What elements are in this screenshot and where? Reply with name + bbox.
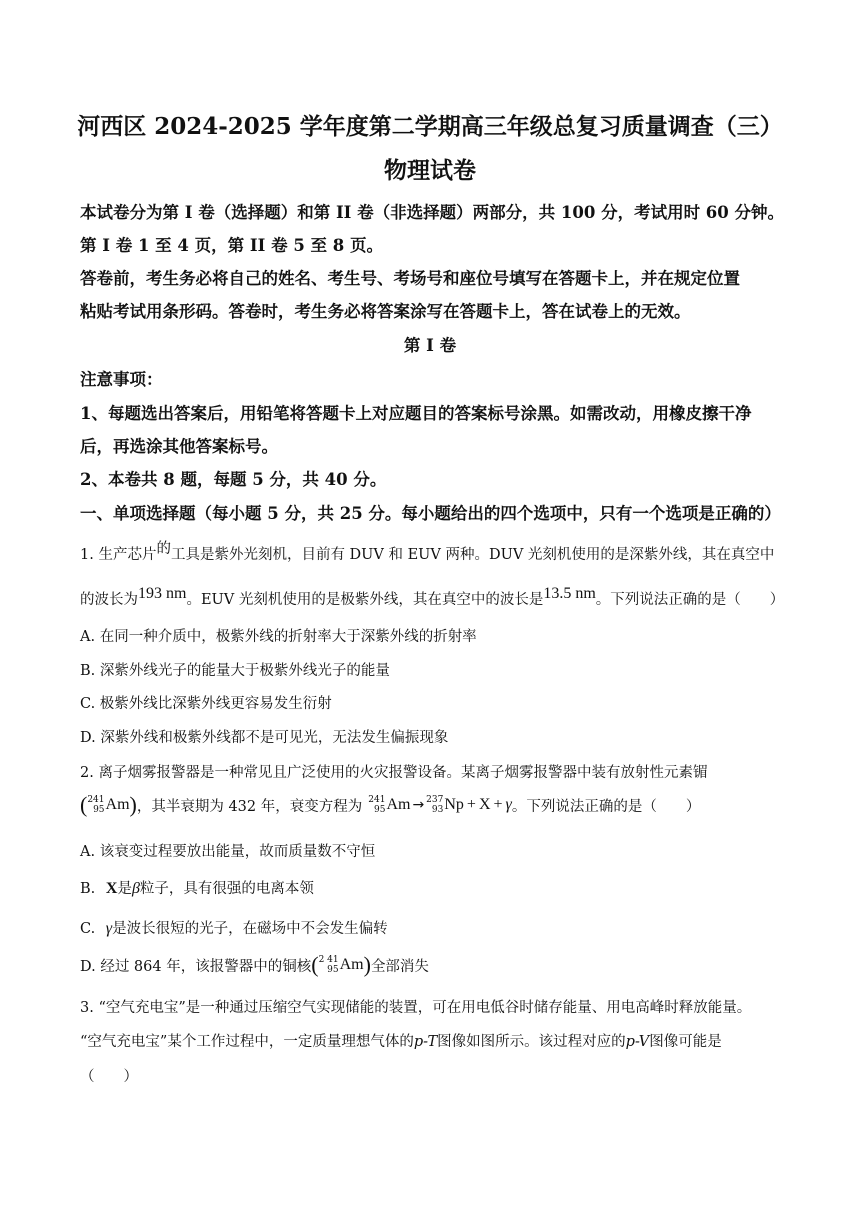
- q3-stem-b: 图像如图所示。该过程对应的: [437, 1034, 626, 1050]
- q2-option-b-text1: 是: [117, 881, 132, 897]
- reaction-arrow-icon: →: [412, 797, 425, 813]
- americium-nuclide: [87, 795, 129, 815]
- eq-am-symbol: Am: [386, 796, 411, 813]
- exam-title: 河西区 2024-2025 学年度第二学期高三年级总复习质量调查（三）: [77, 113, 783, 140]
- q1-option-a: A. 在同一种介质中，极紫外线的折射率大于深紫外线的折射率: [80, 629, 477, 645]
- d-am-z: 95: [327, 965, 339, 975]
- instruction-line-2: 第 I 卷 1 至 4 页，第 II 卷 5 至 8 页。: [80, 236, 384, 255]
- eq-np-mass: 237: [426, 795, 444, 805]
- d-open-paren: (: [311, 952, 319, 977]
- q3-pv-label: p-V: [625, 1034, 650, 1050]
- q1-option-c: C. 极紫外线比深紫外线更容易发生衍射: [80, 696, 332, 712]
- instruction-line-4: 粘贴考试用条形码。答卷时，考生务必将答案涂写在答题卡上，答在试卷上的无效。: [80, 302, 691, 321]
- q1-stem-d: 。EUV 光刻机使用的是极紫外线，其在真空中的波长是: [186, 592, 544, 608]
- instruction-line-1: 本试卷分为第 I 卷（选择题）和第 II 卷（非选择题）两部分，共 100 分，考试用时 60 分钟。: [80, 203, 785, 222]
- q1-stem-line-1: [80, 543, 782, 564]
- q1-stem-b: 工具是紫外光刻机，目前有 DUV 和 EUV 两种。DUV 光刻机使用的是深紫外线，其在真空中: [170, 547, 775, 563]
- note-2: 2、本卷共 8 题，每题 5 分，共 40 分。: [80, 470, 387, 489]
- close-paren: ): [129, 792, 137, 817]
- q2-stem-b: 。下列说法正确的是（ ）: [511, 798, 701, 815]
- eq-neptunium: [426, 795, 464, 815]
- plus-sign-2: +: [493, 796, 503, 813]
- note-1a: 1、每题选出答案后，用铅笔将答题卡上对应题目的答案标号涂黑。如需改动，用橡皮擦干净: [80, 404, 752, 423]
- q3-stem-line-2: [80, 1030, 782, 1051]
- part-title: 一、单项选择题（每小题 5 分，共 25 分。每小题给出的四个选项中，只有一个选项是正确的）: [80, 504, 781, 523]
- eq-x-symbol: X: [478, 796, 491, 813]
- am-atomic-number: 95: [93, 805, 105, 815]
- eq-np-z: 93: [431, 805, 444, 815]
- q1-stem-de: 的: [156, 541, 171, 557]
- q2-option-c: [80, 917, 782, 938]
- q2-stem-a: ，其半衰期为 432 年，衰变方程为: [136, 798, 363, 815]
- decay-equation: [368, 795, 512, 815]
- plus-sign: +: [466, 796, 476, 813]
- section-heading: 第 I 卷: [403, 336, 457, 355]
- q2-option-c-gamma: γ: [105, 920, 113, 937]
- q2-option-b-x: X: [105, 880, 118, 897]
- eq-am-z: 95: [373, 805, 386, 815]
- note-1b: 后，再选涂其他答案标号。: [80, 437, 278, 456]
- q1-option-d: D. 深紫外线和极紫外线都不是可见光，无法发生偏振现象: [80, 730, 449, 746]
- q2-option-b-beta: β: [131, 880, 140, 897]
- q3-pt-label: p-T: [413, 1034, 438, 1050]
- q2-option-c-label: C.: [80, 921, 96, 937]
- d-americium-nuclide: [319, 955, 364, 975]
- instruction-line-3: 答卷前，考生务必将自己的姓名、考生号、考场号和座位号填写在答题卡上，并在规定位置: [80, 269, 740, 288]
- d-am-mass: 2 41: [318, 955, 339, 965]
- exam-subtitle: 物理试卷: [384, 157, 476, 184]
- eq-americium: [368, 795, 410, 815]
- q2-option-d-text2: 全部消失: [370, 958, 429, 975]
- d-am-symbol: Am: [339, 956, 364, 973]
- q3-answer-blank: （ ）: [80, 1069, 138, 1085]
- q2-stem-line-1: 2. 离子烟雾报警器是一种常见且广泛使用的火灾报警设备。某离子烟雾报警器中装有放射性元素镅: [80, 765, 708, 781]
- eq-gamma-symbol: γ: [505, 796, 512, 813]
- q1-stem-c: 的波长为: [80, 592, 138, 608]
- q3-stem-a: “空气充电宝”某个工作过程中，一定质量理想气体的: [80, 1034, 414, 1050]
- q3-stem-line-1: 3. “空气充电宝”是一种通过压缩空气实现储能的装置，可在用电低谷时储存能量、用电高峰时释放能量。: [80, 1000, 752, 1016]
- q1-option-b: B. 深紫外线光子的能量大于极紫外线光子的能量: [80, 663, 390, 679]
- am-symbol: Am: [105, 796, 130, 813]
- open-paren: (: [80, 792, 88, 817]
- q2-option-b: [80, 877, 782, 898]
- q1-stem-line-2: [80, 585, 785, 609]
- q2-option-a: A. 该衰变过程要放出能量，故而质量数不守恒: [80, 844, 376, 860]
- q1-stem-e: 。下列说法正确的是（ ）: [595, 592, 785, 608]
- notes-title: 注意事项：: [80, 370, 163, 389]
- q2-option-b-text2: 粒子，具有很强的电离本领: [139, 881, 314, 897]
- eq-np-symbol: Np: [444, 796, 464, 813]
- q1-wavelength-euv: 13.5 nm: [543, 585, 596, 602]
- q2-option-d: [80, 952, 782, 978]
- q2-option-d-text1: D. 经过 864 年，该报警器中的铜核: [80, 958, 312, 975]
- d-close-paren: ): [363, 952, 371, 977]
- q2-stem-line-2: [80, 792, 782, 818]
- q2-option-b-label: B.: [80, 881, 96, 897]
- q3-stem-c: 图像可能是: [649, 1034, 722, 1050]
- q1-wavelength-duv: 193 nm: [138, 585, 187, 602]
- eq-am-mass: 241: [368, 795, 386, 805]
- q1-stem-a: 1. 生产芯片: [80, 547, 157, 563]
- am-mass-number: 241: [87, 795, 105, 805]
- q2-option-c-text: 是波长很短的光子，在磁场中不会发生偏转: [112, 921, 388, 937]
